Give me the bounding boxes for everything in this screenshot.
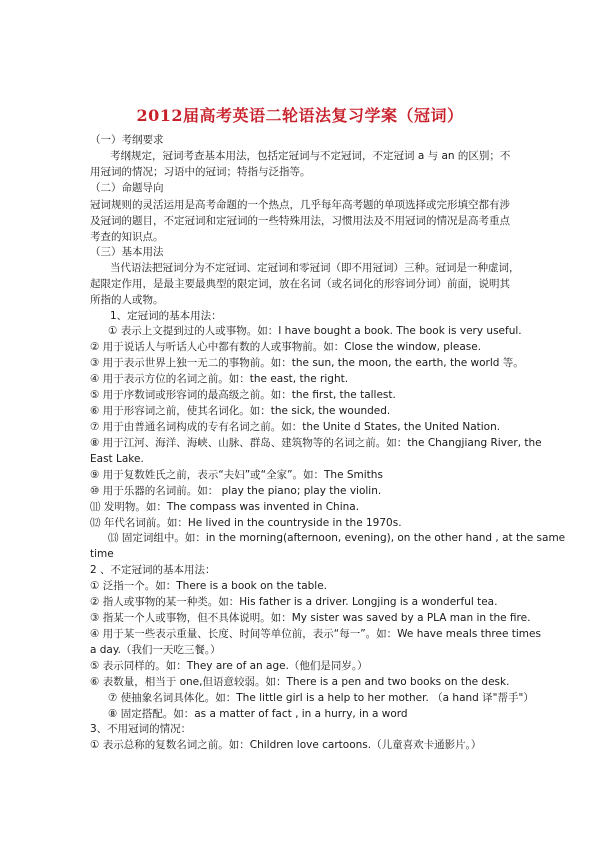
list-item: ⑤ 表示同样的。如：They are of an age.（他们是同岁。） (90, 660, 368, 672)
list-item: ② 指人或事物的某一种类。如：His father is a driver. Longjing is a wonderful tea. (90, 596, 498, 608)
list-item: ⑩ 用于乐器的名词前。如： play the piano; play the violin. (90, 485, 382, 497)
list-item-continuation: East Lake. (90, 453, 144, 465)
paragraph-line: 起限定作用，是最主要最典型的限定词，放在名词（或名词化的形容词分词）前面，说明其 (90, 278, 510, 290)
list-item: ⑦ 使抽象名词具体化。如：The little girl is a help to her mother. （a hand 译"帮手"） (108, 692, 534, 704)
paragraph-line: 考纲规定，冠词考查基本用法，包括定冠词与不定冠词，不定冠词 a 与 an 的区别；不 (110, 150, 511, 162)
paragraph-line: 考查的知识点。 (90, 231, 164, 243)
page-title: 2012届高考英语二轮语法复习学案（冠词） (136, 106, 464, 125)
list-item-continuation: a day.（我们一天吃三餐。） (90, 644, 221, 656)
subsection-heading-zero-article: 3、不用冠词的情况： (90, 723, 192, 735)
list-item: ⑥ 用于形容词之前，使其名词化。如：the sick, the wounded. (90, 405, 391, 417)
list-item: ⑦ 用于由普通名词构成的专有名词之前。如：the Unite d States, the United Nation. (90, 421, 501, 433)
paragraph-line: 冠词规则的灵活运用是高考命题的一个热点，几乎每年高考题的单项选择或完形填空都有涉 (90, 199, 510, 211)
list-item: ③ 用于表示世界上独一无二的事物前。如：the sun, the moon, the earth, the world 等。 (90, 357, 524, 369)
subsection-heading-indefinite: 2 、不定冠词的基本用法： (90, 564, 216, 576)
list-item-continuation: time (90, 548, 114, 560)
section-heading-basic-usage: （三）基本用法 (90, 246, 164, 258)
list-item: ① 表示总称的复数名词之前。如：Children love cartoons.（儿童喜欢卡通影片。） (90, 739, 482, 751)
list-item: ⑨ 用于复数姓氏之前，表示“夫妇”或“全家”。如：The Smiths (90, 469, 383, 481)
list-item: ⒀ 固定词组中。如：in the morning(afternoon, evening), on the other hand , at the same (108, 532, 566, 544)
list-item: ⑿ 年代名词前。如：He lived in the countryside in the 1970s. (90, 517, 402, 529)
paragraph-line: 用冠词的情况；习语中的冠词；特指与泛指等。 (90, 166, 311, 178)
list-item: ⑤ 用于序数词或形容词的最高级之前。如：the first, the tallest. (90, 389, 396, 401)
section-heading-requirements: （一）考纲要求 (90, 134, 164, 146)
list-item: ⑧ 用于江河、海洋、海峡、山脉、群岛、建筑物等的名词之前。如：the Changjiang River, the (90, 437, 542, 449)
list-item: ⑾ 发明物。如：The compass was invented in China. (90, 501, 360, 513)
list-item: ④ 用于某一些表示重量、长度、时间等单位前，表示“每一”。如：We have meals three times (90, 628, 541, 640)
subsection-heading-definite: 1、定冠词的基本用法： (110, 310, 222, 322)
paragraph-line: 所指的人或物。 (90, 294, 164, 306)
list-item: ⑧ 固定搭配。如：as a matter of fact , in a hurry, in a word (108, 708, 408, 720)
paragraph-line: 及冠词的题目，不定冠词和定冠词的一些特殊用法，习惯用法及不用冠词的情况是高考重点 (90, 215, 510, 227)
list-item: ① 泛指一个。如：There is a book on the table. (90, 580, 328, 592)
list-item: ③ 指某一个人或事物，但不具体说明。如：My sister was saved by a PLA man in the fire. (90, 612, 531, 624)
paragraph-line: 当代语法把冠词分为不定冠词、定冠词和零冠词（即不用冠词）三种。冠词是一种虚词， (110, 262, 520, 274)
list-item: ② 用于说话人与听话人心中都有数的人或事物前。如：Close the window, please. (90, 341, 482, 353)
section-heading-direction: （二）命题导向 (90, 182, 164, 194)
list-item: ④ 用于表示方位的名词之前。如：the east, the right. (90, 373, 349, 385)
list-item: ① 表示上文提到过的人或事物。如：I have bought a book. The book is very useful. (108, 325, 522, 337)
list-item: ⑥ 表数量，相当于 one,但语意较弱。如：There is a pen and two books on the desk. (90, 676, 510, 688)
